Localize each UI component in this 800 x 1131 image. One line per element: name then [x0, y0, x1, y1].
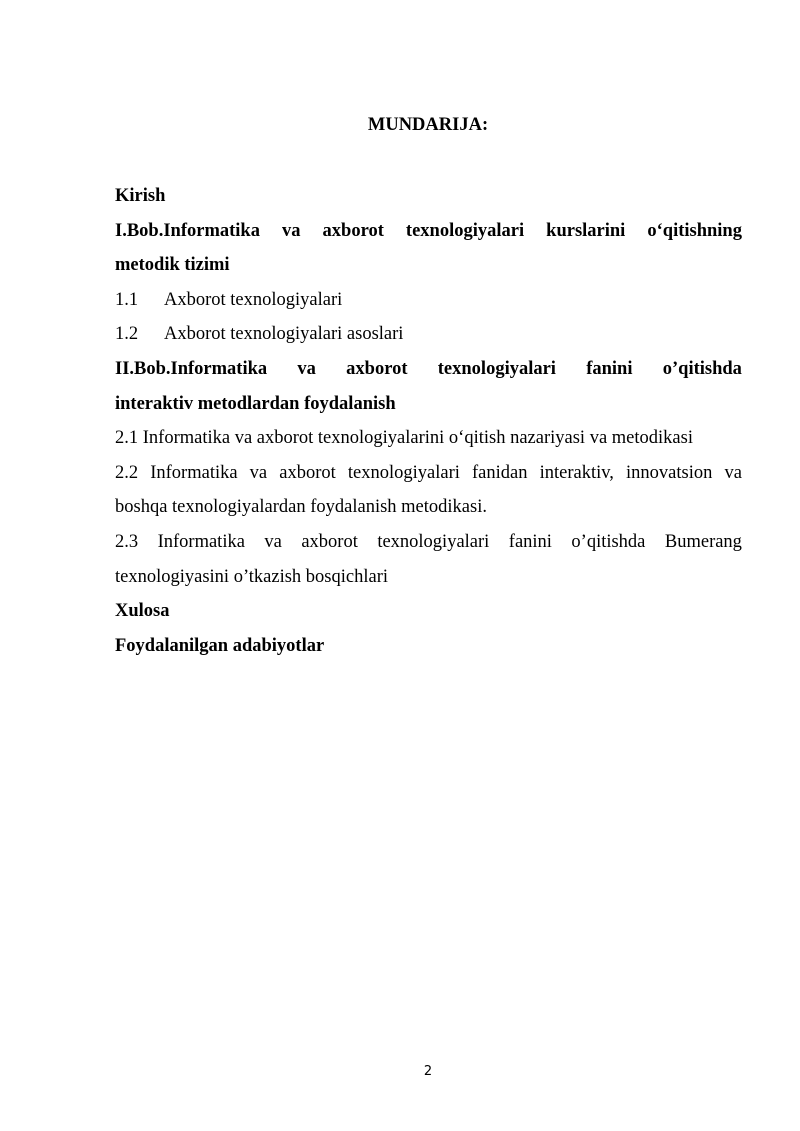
toc-word: I.Bob.Informatika [115, 220, 260, 241]
toc-chapter1-line1 [115, 214, 742, 249]
toc-word: va [264, 531, 282, 552]
section-title: Axborot texnologiyalari [164, 289, 343, 310]
toc-conclusion: Xulosa [115, 601, 170, 622]
toc-word: va [282, 220, 301, 241]
toc-word: fanidan [471, 462, 528, 483]
toc-chapter2-line2: interaktiv metodlardan foydalanish [115, 393, 396, 414]
toc-section-2-2-line1 [115, 456, 742, 491]
section-title: Axborot texnologiyalari asoslari [164, 324, 404, 345]
toc-word: fanini [586, 358, 633, 379]
toc-word: 2.2 [115, 462, 139, 483]
toc-word: va [249, 462, 268, 483]
toc-word: axborot [322, 220, 384, 241]
toc-word: texnologiyalari [347, 462, 460, 483]
toc-section-2-3-line2: texnologiyasini o’tkazish bosqichlari [115, 566, 389, 587]
toc-section-1-1 [115, 283, 742, 318]
toc-word: innovatsion [626, 462, 713, 483]
toc-word: texnologiyalari [405, 220, 525, 241]
toc-word: texnologiyalari [377, 531, 490, 552]
toc-word: Informatika [150, 462, 238, 483]
toc-word: va [297, 358, 316, 379]
toc-word: texnologiyalari [437, 358, 556, 379]
toc-word: 2.3 [115, 531, 139, 552]
toc-word: Informatika [157, 531, 245, 552]
toc-word: va [724, 462, 742, 483]
toc-word: II.Bob.Informatika [115, 358, 268, 379]
toc-word: o’qitishda [662, 358, 742, 379]
toc-word: kurslarini [546, 220, 626, 241]
toc-word: axborot [279, 462, 336, 483]
section-number: 1.2 [115, 324, 139, 345]
toc-introduction: Kirish [115, 186, 166, 206]
toc-section-2-2-line2: boshqa texnologiyalardan foydalanish metodikasi. [115, 497, 487, 518]
toc-section-1-2 [115, 317, 742, 352]
toc-section-2-3-line1 [115, 525, 742, 560]
toc-word: fanini [508, 531, 552, 552]
toc-word: o‘qitishning [647, 220, 742, 241]
toc-word: o’qitishda [571, 531, 646, 552]
toc-section-2-1: 2.1 Informatika va axborot texnologiyalarini o‘qitish nazariyasi va metodikasi [115, 428, 693, 449]
page-number: 2 [423, 1064, 433, 1079]
toc-chapter1-line2: metodik tizimi [115, 255, 230, 276]
page-title: MUNDARIJA: [367, 115, 489, 135]
toc-word: interaktiv, [539, 462, 614, 483]
toc-references: Foydalanilgan adabiyotlar [115, 635, 325, 656]
section-number: 1.1 [115, 289, 139, 310]
table-of-contents [115, 179, 742, 663]
toc-word: axborot [346, 358, 408, 379]
toc-chapter2-line1 [115, 352, 742, 387]
toc-word: Bumerang [664, 531, 742, 552]
toc-word: axborot [301, 531, 358, 552]
